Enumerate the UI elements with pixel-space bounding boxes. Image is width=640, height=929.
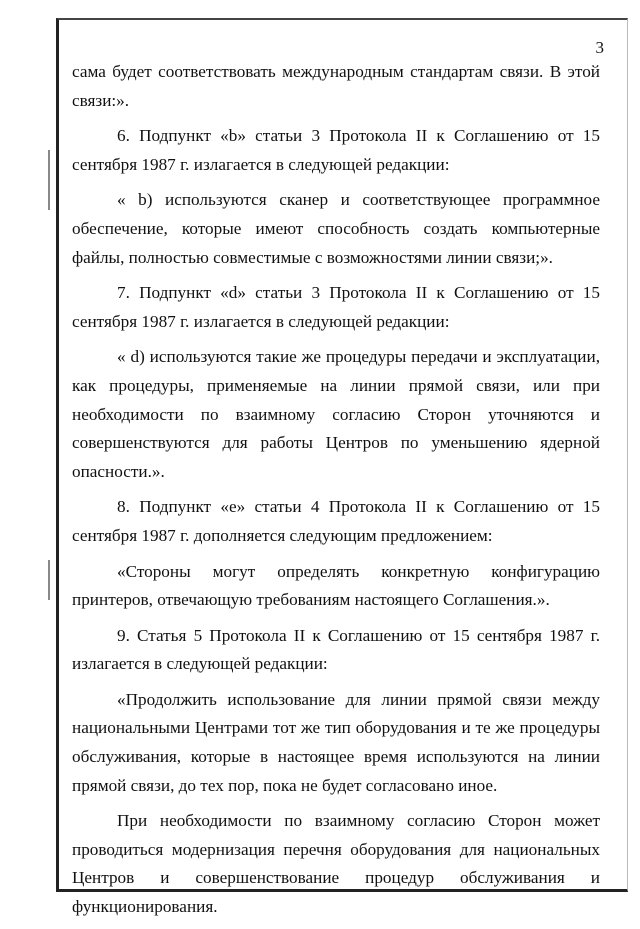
paragraph: « b) используются сканер и соответствующее программное обеспечение, которые имеют способность создать компьютерные файлы, полностью совместимые с возможностями линии связи;».: [72, 190, 600, 267]
paragraph: сама будет соответствовать международным стандартам связи. В этой связи:».: [72, 62, 600, 110]
scan-margin-mark: [48, 150, 50, 210]
document-body: [72, 58, 600, 929]
paragraph: 8. Подпункт «е» статьи 4 Протокола II к Соглашению от 15 сентября 1987 г. дополняется следующим предложением:: [72, 497, 600, 545]
paragraph: При необходимости по взаимному согласию Сторон может проводиться модернизация перечня оборудования для национальных Центров и совершенствование процедур обслуживания и функционирования.: [72, 811, 600, 917]
paragraph: « d) используются такие же процедуры передачи и эксплуатации, как процедуры, применяемые на линии прямой связи, или при необходимости по взаимному согласию Сторон уточняются и совершенствуются для работы Центров по уменьшению ядерной опасности.».: [72, 347, 600, 481]
page-number: 3: [595, 38, 604, 57]
paragraph: «Стороны могут определять конкретную конфигурацию принтеров, отвечающую требованиям настоящего Соглашения.».: [72, 561, 600, 610]
paragraph: 9. Статья 5 Протокола II к Соглашению от 15 сентября 1987 г. излагается в следующей редакции:: [72, 625, 600, 674]
paragraph: 7. Подпункт «d» статьи 3 Протокола II к Соглашению от 15 сентября 1987 г. излагается в следующей редакции:: [72, 283, 600, 331]
paragraph: 6. Подпункт «b» статьи 3 Протокола II к Соглашению от 15 сентября 1987 г. излагается в следующей редакции:: [72, 126, 600, 174]
paragraph: «Продолжить использование для линии прямой связи между национальными Центрами тот же тип оборудования и те же процедуры обслуживания, которые в настоящее время используются на линии прямой связи, до тех пор, пока не будет согласовано иное.: [72, 689, 600, 795]
scan-margin-mark: [48, 560, 50, 600]
